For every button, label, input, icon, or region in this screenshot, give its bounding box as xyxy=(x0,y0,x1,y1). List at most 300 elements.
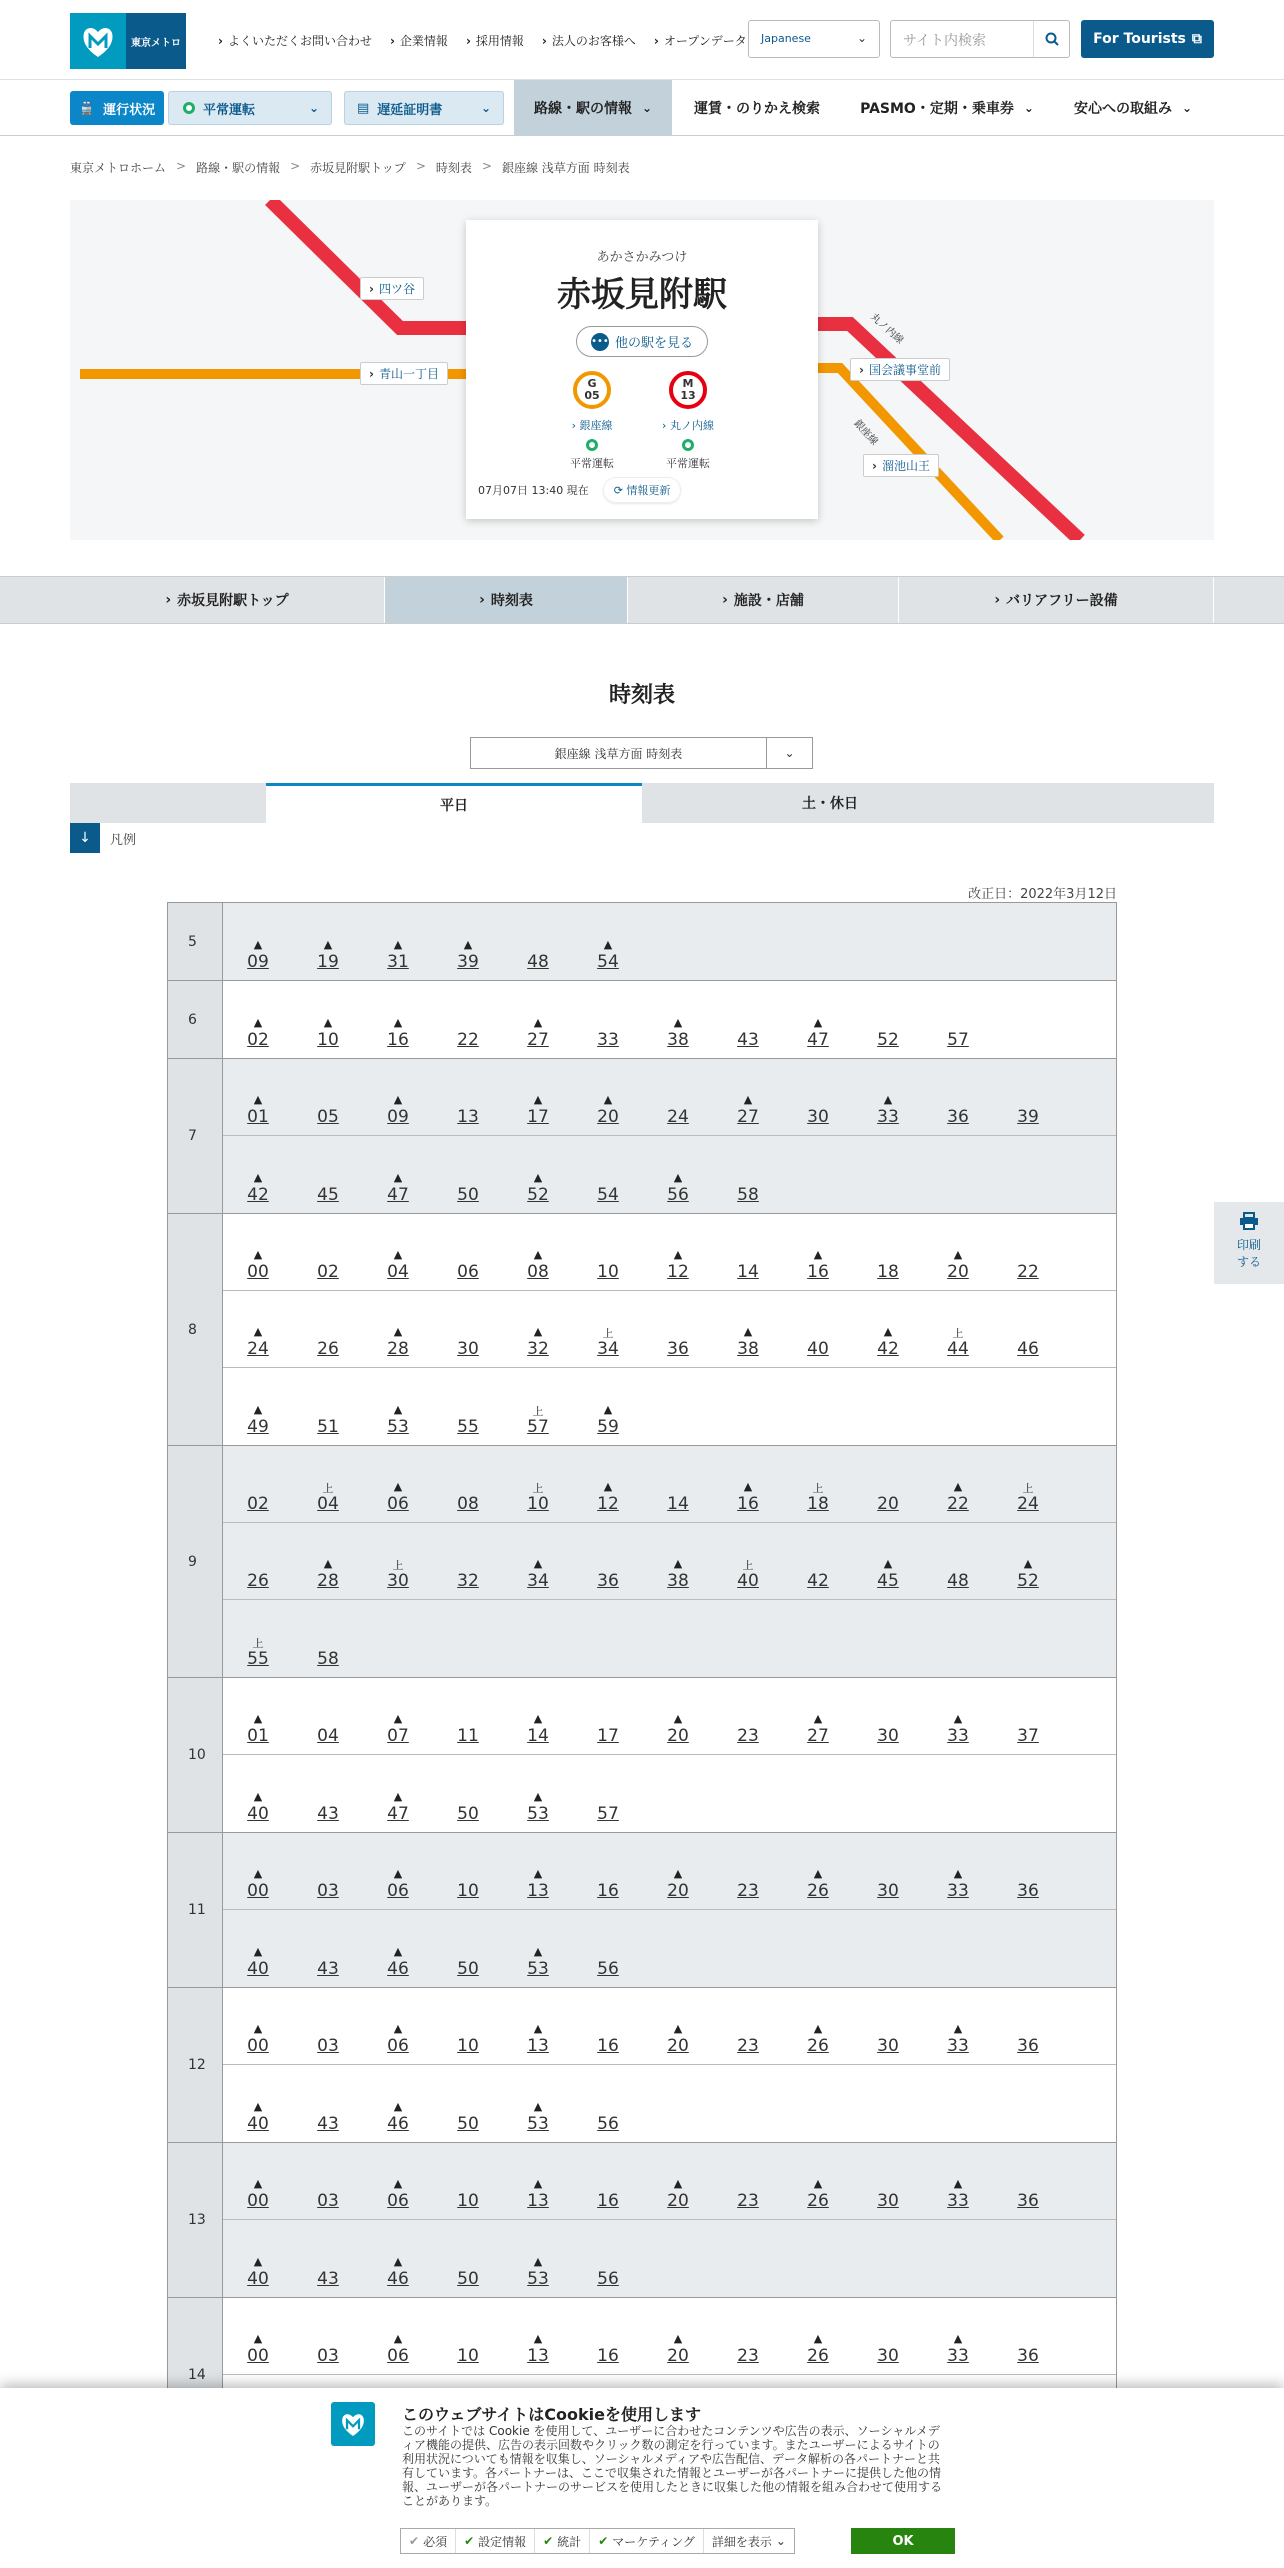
delay-certificate-dropdown[interactable] xyxy=(344,91,504,125)
departure-time[interactable] xyxy=(658,1248,698,1282)
cookie-option-marketing[interactable] xyxy=(590,2529,704,2553)
checkbox-checked-icon: ✔ xyxy=(409,2534,420,2548)
departure-time[interactable] xyxy=(658,1093,698,1127)
neighbor-aoyama-itchome[interactable]: › 青山一丁目 xyxy=(360,362,448,385)
departure-time[interactable] xyxy=(238,2100,278,2134)
departure-time[interactable] xyxy=(728,1557,768,1591)
search-placeholder: サイト内検索 xyxy=(903,33,987,49)
departure-time[interactable] xyxy=(308,938,348,972)
departure-time[interactable] xyxy=(238,2255,278,2289)
cookie-option-necessary xyxy=(401,2529,456,2553)
departure-time[interactable] xyxy=(308,2022,348,2056)
breadcrumb-item[interactable]: 東京メトロホーム xyxy=(70,161,167,175)
departure-time[interactable] xyxy=(658,1325,698,1359)
tab-weekend-holiday[interactable]: 土・休日 xyxy=(802,796,858,812)
departure-time[interactable] xyxy=(238,1016,278,1050)
departure-time[interactable] xyxy=(238,1325,278,1359)
departure-time[interactable] xyxy=(1008,1093,1048,1127)
departure-time[interactable] xyxy=(868,1867,908,1901)
departure-time[interactable] xyxy=(238,1557,278,1591)
train-type-mark: ▲ xyxy=(393,938,403,951)
departure-time[interactable] xyxy=(238,938,278,972)
departure-time[interactable] xyxy=(728,1093,768,1127)
departure-time[interactable] xyxy=(1008,1557,1048,1591)
departure-time[interactable] xyxy=(448,1480,488,1514)
departure-time[interactable] xyxy=(588,1790,628,1824)
timetable-title: 時刻表 xyxy=(608,683,675,708)
departure-minute: 17 xyxy=(527,1107,549,1127)
departure-time[interactable] xyxy=(588,1867,628,1901)
departure-time[interactable] xyxy=(868,1712,908,1746)
status-ok-icon xyxy=(183,102,195,114)
departure-time[interactable] xyxy=(378,2332,418,2366)
departure-time[interactable] xyxy=(238,1093,278,1127)
departure-time[interactable] xyxy=(238,1171,278,1205)
departure-time[interactable] xyxy=(378,2177,418,2211)
departure-time[interactable] xyxy=(588,1945,628,1979)
legend-toggle[interactable] xyxy=(70,823,136,853)
departure-minute: 36 xyxy=(1017,2191,1039,2211)
departure-time[interactable] xyxy=(238,2022,278,2056)
train-type-mark xyxy=(308,1171,348,1185)
departure-time[interactable] xyxy=(308,1016,348,1050)
departure-time[interactable] xyxy=(518,1480,558,1514)
departure-time[interactable] xyxy=(308,1093,348,1127)
departure-time[interactable] xyxy=(588,2255,628,2289)
departure-minute: 26 xyxy=(807,2346,829,2366)
for-tourists-button[interactable] xyxy=(1081,20,1214,58)
minutes-cell xyxy=(223,1833,1116,1987)
departure-time[interactable] xyxy=(728,1016,768,1050)
tab-facilities[interactable]: › 施設・店舗 xyxy=(628,577,899,623)
operation-status-button[interactable] xyxy=(70,91,164,125)
cookie-ok-button[interactable]: OK xyxy=(851,2528,955,2554)
menu-fare-search[interactable] xyxy=(672,80,842,136)
departure-time[interactable] xyxy=(588,1325,628,1359)
departure-time[interactable] xyxy=(588,2177,628,2211)
departure-time[interactable] xyxy=(868,1480,908,1514)
updated-time: 07月07日 13:40 現在 xyxy=(478,484,589,497)
departure-time[interactable] xyxy=(1008,2332,1048,2366)
other-stations-button[interactable] xyxy=(576,326,708,357)
chevron-down-icon: ⌄ xyxy=(856,31,867,45)
departure-time[interactable] xyxy=(448,1171,488,1205)
minutes-row xyxy=(223,1600,1116,1677)
train-type-mark xyxy=(238,1480,278,1494)
minutes-cell xyxy=(223,1446,1116,1677)
train-type-mark: 上 xyxy=(952,1327,964,1340)
departure-time[interactable] xyxy=(308,1712,348,1746)
timetable-direction-select[interactable] xyxy=(470,737,813,769)
departure-time[interactable] xyxy=(308,2100,348,2134)
departure-time[interactable] xyxy=(658,1712,698,1746)
menu-pasmo[interactable] xyxy=(842,80,1052,136)
departure-time[interactable] xyxy=(1008,1867,1048,1901)
tab-barrier-free[interactable]: › バリアフリー設備 xyxy=(899,577,1214,623)
departure-time[interactable] xyxy=(448,2332,488,2366)
departure-time[interactable] xyxy=(1008,2177,1048,2211)
train-type-mark xyxy=(448,1945,488,1959)
departure-time[interactable] xyxy=(448,1945,488,1979)
neighbor-tameike-sanno[interactable]: › 溜池山王 xyxy=(863,454,939,477)
departure-time[interactable] xyxy=(238,1790,278,1824)
departure-time[interactable] xyxy=(308,1248,348,1282)
link-faq[interactable]: › よくいただくお問い合わせ xyxy=(218,32,372,49)
departure-time[interactable] xyxy=(868,1557,908,1591)
departure-time[interactable] xyxy=(238,1867,278,1901)
departure-time[interactable] xyxy=(658,2022,698,2056)
line-name-link[interactable]: › 丸ノ内線 xyxy=(662,419,714,432)
link-opendata[interactable]: › オープンデータ xyxy=(654,32,747,49)
train-type-mark: ▲ xyxy=(533,2100,543,2113)
departure-time[interactable] xyxy=(518,2332,558,2366)
train-type-mark xyxy=(868,1480,908,1494)
departure-time[interactable] xyxy=(658,1557,698,1591)
train-type-mark xyxy=(448,2332,488,2346)
departure-time[interactable] xyxy=(658,1480,698,1514)
departure-minute: 43 xyxy=(737,1030,759,1050)
departure-time[interactable] xyxy=(518,1248,558,1282)
departure-time[interactable] xyxy=(938,2332,978,2366)
departure-time[interactable] xyxy=(518,938,558,972)
minutes-cell xyxy=(223,1059,1116,1213)
departure-time[interactable] xyxy=(728,2022,768,2056)
print-label: 印刷する xyxy=(1236,1238,1261,1269)
departure-minute: 00 xyxy=(247,2191,269,2211)
departure-minute: 19 xyxy=(317,952,339,972)
departure-time[interactable] xyxy=(658,2332,698,2366)
train-type-mark xyxy=(868,2177,908,2191)
menu-safety[interactable] xyxy=(1052,80,1214,136)
departure-minute: 06 xyxy=(387,1881,409,1901)
breadcrumb-item[interactable]: 時刻表 xyxy=(435,161,472,175)
departure-time[interactable] xyxy=(378,1945,418,1979)
departure-time[interactable] xyxy=(448,1790,488,1824)
tab-weekday[interactable]: 平日 xyxy=(266,783,642,823)
departure-time[interactable] xyxy=(728,1171,768,1205)
departure-time[interactable] xyxy=(378,2022,418,2056)
departure-time[interactable] xyxy=(238,1248,278,1282)
departure-time[interactable] xyxy=(658,1171,698,1205)
departure-minute: 23 xyxy=(737,1726,759,1746)
hour-row xyxy=(168,1059,1116,1214)
departure-time[interactable] xyxy=(518,1557,558,1591)
train-type-mark xyxy=(588,1712,628,1726)
departure-time[interactable] xyxy=(378,1325,418,1359)
train-type-mark xyxy=(448,2022,488,2036)
departure-time[interactable] xyxy=(588,1093,628,1127)
neighbor-yotsuya[interactable]: › 四ツ谷 xyxy=(360,277,424,300)
departure-time[interactable] xyxy=(308,1945,348,1979)
train-type-mark xyxy=(588,1867,628,1881)
departure-time[interactable] xyxy=(378,1557,418,1591)
departure-minute: 04 xyxy=(387,1262,409,1282)
departure-time[interactable] xyxy=(938,1557,978,1591)
operation-status-dropdown[interactable] xyxy=(168,91,332,125)
departure-time[interactable] xyxy=(518,1790,558,1824)
train-type-mark xyxy=(868,2022,908,2036)
departure-time[interactable] xyxy=(798,2022,838,2056)
departure-time[interactable] xyxy=(938,1480,978,1514)
train-type-mark xyxy=(308,1093,348,1107)
departure-time[interactable] xyxy=(448,1712,488,1746)
departure-time[interactable] xyxy=(588,1480,628,1514)
train-type-mark: ▲ xyxy=(533,1016,543,1029)
departure-time[interactable] xyxy=(308,1557,348,1591)
departure-minute: 10 xyxy=(317,1030,339,1050)
departure-time[interactable] xyxy=(518,2177,558,2211)
departure-time[interactable] xyxy=(448,1325,488,1359)
departure-minute: 56 xyxy=(597,1959,619,1979)
departure-time[interactable] xyxy=(448,1867,488,1901)
departure-time[interactable] xyxy=(308,2177,348,2211)
departure-time[interactable] xyxy=(588,1403,628,1437)
departure-minute: 30 xyxy=(877,2036,899,2056)
train-type-mark xyxy=(1008,2332,1048,2346)
departure-time[interactable] xyxy=(938,1248,978,1282)
departure-time[interactable] xyxy=(938,2177,978,2211)
departure-time[interactable] xyxy=(238,1480,278,1514)
departure-time[interactable] xyxy=(798,2177,838,2211)
departure-time[interactable] xyxy=(378,1248,418,1282)
train-type-mark xyxy=(658,1480,698,1494)
print-button[interactable] xyxy=(1214,1202,1284,1284)
departure-time[interactable] xyxy=(658,2177,698,2211)
departure-minute: 28 xyxy=(317,1571,339,1591)
departure-time[interactable] xyxy=(448,938,488,972)
departure-time[interactable] xyxy=(378,1790,418,1824)
departure-time[interactable] xyxy=(308,2255,348,2289)
external-link-icon: ⧉ xyxy=(1191,31,1202,47)
train-type-mark xyxy=(308,2022,348,2036)
departure-time[interactable] xyxy=(728,1325,768,1359)
departure-time[interactable] xyxy=(798,1867,838,1901)
departure-time[interactable] xyxy=(728,1867,768,1901)
departure-time[interactable] xyxy=(798,1480,838,1514)
departure-time[interactable] xyxy=(588,938,628,972)
train-type-mark: 上 xyxy=(322,1482,334,1495)
departure-time[interactable] xyxy=(238,1403,278,1437)
departure-time[interactable] xyxy=(308,1171,348,1205)
departure-time[interactable] xyxy=(518,1403,558,1437)
departure-time[interactable] xyxy=(938,1093,978,1127)
departure-time[interactable] xyxy=(798,1093,838,1127)
departure-time[interactable] xyxy=(1008,1248,1048,1282)
cookie-option-statistics[interactable] xyxy=(535,2529,590,2553)
departure-time[interactable] xyxy=(798,1016,838,1050)
train-type-mark xyxy=(308,2100,348,2114)
departure-time[interactable] xyxy=(448,1093,488,1127)
refresh-button[interactable] xyxy=(603,477,682,503)
departure-time[interactable] xyxy=(868,1248,908,1282)
departure-time[interactable] xyxy=(588,1171,628,1205)
departure-minute: 06 xyxy=(387,2346,409,2366)
departure-time[interactable] xyxy=(308,1790,348,1824)
departure-minute: 06 xyxy=(387,2036,409,2056)
cookie-details-toggle[interactable] xyxy=(704,2529,794,2553)
departure-time[interactable] xyxy=(518,2255,558,2289)
departure-time[interactable] xyxy=(798,1557,838,1591)
departure-minute: 23 xyxy=(737,2036,759,2056)
departure-minute: 51 xyxy=(317,1417,339,1437)
departure-time[interactable] xyxy=(448,1403,488,1437)
tab-station-top[interactable]: › 赤坂見附駅トップ xyxy=(70,577,385,623)
departure-time[interactable] xyxy=(798,1325,838,1359)
link-company[interactable]: › 企業情報 xyxy=(390,32,448,49)
departure-time[interactable] xyxy=(378,1093,418,1127)
departure-time[interactable] xyxy=(518,2100,558,2134)
departure-minute: 50 xyxy=(457,1185,479,1205)
departure-time[interactable] xyxy=(658,1867,698,1901)
departure-time[interactable] xyxy=(588,2100,628,2134)
departure-time[interactable] xyxy=(588,1248,628,1282)
departure-time[interactable] xyxy=(308,1635,348,1669)
train-type-mark xyxy=(658,1325,698,1339)
departure-time[interactable] xyxy=(798,1712,838,1746)
train-type-mark xyxy=(1008,1867,1048,1881)
minutes-cell xyxy=(223,981,1116,1058)
departure-time[interactable] xyxy=(728,2332,768,2366)
departure-time[interactable] xyxy=(238,2177,278,2211)
departure-time[interactable] xyxy=(378,1171,418,1205)
departure-time[interactable] xyxy=(448,2022,488,2056)
departure-minute: 27 xyxy=(527,1030,549,1050)
arrow-down-icon: ↓ xyxy=(70,823,100,853)
departure-time[interactable] xyxy=(378,1480,418,1514)
departure-time[interactable] xyxy=(308,1480,348,1514)
departure-time[interactable] xyxy=(448,1248,488,1282)
departure-time[interactable] xyxy=(518,1016,558,1050)
departure-time[interactable] xyxy=(1008,2022,1048,2056)
departure-time[interactable] xyxy=(588,1712,628,1746)
departure-time[interactable] xyxy=(448,1016,488,1050)
departure-time[interactable] xyxy=(378,1712,418,1746)
departure-time[interactable] xyxy=(868,2332,908,2366)
departure-time[interactable] xyxy=(308,2332,348,2366)
train-type-mark: ▲ xyxy=(533,1790,543,1803)
departure-time[interactable] xyxy=(868,1016,908,1050)
departure-time[interactable] xyxy=(518,1712,558,1746)
departure-time[interactable] xyxy=(588,2022,628,2056)
link-corporate[interactable]: › 法人のお客様へ xyxy=(542,32,636,49)
link-recruit[interactable]: › 採用情報 xyxy=(466,32,524,49)
train-type-mark: ▲ xyxy=(533,2332,543,2345)
departure-time[interactable] xyxy=(448,2100,488,2134)
departure-time[interactable] xyxy=(588,2332,628,2366)
train-type-mark xyxy=(448,1016,488,1030)
departure-time[interactable] xyxy=(868,2177,908,2211)
departure-time[interactable] xyxy=(518,1093,558,1127)
departure-time[interactable] xyxy=(518,1325,558,1359)
tokyo-metro-logo[interactable] xyxy=(70,13,186,69)
departure-time[interactable] xyxy=(938,1325,978,1359)
departure-time[interactable] xyxy=(448,2255,488,2289)
departure-time[interactable] xyxy=(658,1016,698,1050)
departure-time[interactable] xyxy=(378,1403,418,1437)
departure-time[interactable] xyxy=(378,2100,418,2134)
departure-time[interactable] xyxy=(1008,1480,1048,1514)
departure-time[interactable] xyxy=(938,2022,978,2056)
departure-time[interactable] xyxy=(1008,1325,1048,1359)
train-type-mark: ▲ xyxy=(533,1093,543,1106)
departure-time[interactable] xyxy=(378,938,418,972)
departure-time[interactable] xyxy=(938,1712,978,1746)
search-input[interactable] xyxy=(890,20,1070,58)
departure-minute: 47 xyxy=(807,1030,829,1050)
departure-time[interactable] xyxy=(518,1867,558,1901)
departure-time[interactable] xyxy=(308,1867,348,1901)
departure-time[interactable] xyxy=(238,2332,278,2366)
departure-time[interactable] xyxy=(588,1016,628,1050)
departure-time[interactable] xyxy=(238,1635,278,1669)
departure-time[interactable] xyxy=(308,1403,348,1437)
neighbor-kokkai-gijidomae[interactable]: › 国会議事堂前 xyxy=(850,358,950,381)
departure-time[interactable] xyxy=(728,1712,768,1746)
departure-time[interactable] xyxy=(868,1093,908,1127)
train-type-mark: ▲ xyxy=(603,1093,613,1106)
departure-time[interactable] xyxy=(728,1480,768,1514)
train-type-mark: 上 xyxy=(532,1405,544,1418)
departure-time[interactable] xyxy=(1008,1712,1048,1746)
departure-time[interactable] xyxy=(308,1325,348,1359)
breadcrumb-item[interactable]: 赤坂見附駅トップ xyxy=(310,161,406,175)
departure-time[interactable] xyxy=(728,2177,768,2211)
minutes-row xyxy=(223,903,1116,980)
departure-time[interactable] xyxy=(728,1248,768,1282)
departure-time[interactable] xyxy=(378,1867,418,1901)
departure-time[interactable] xyxy=(938,1867,978,1901)
menu-lines-stations[interactable] xyxy=(514,80,672,136)
breadcrumb-item[interactable]: 路線・駅の情報 xyxy=(196,161,281,175)
departure-minute: 06 xyxy=(457,1262,479,1282)
departure-minute: 45 xyxy=(317,1185,339,1205)
departure-time[interactable] xyxy=(378,2255,418,2289)
train-type-mark: ▲ xyxy=(953,1867,963,1880)
train-type-mark xyxy=(1008,1093,1048,1107)
departure-time[interactable] xyxy=(238,1945,278,1979)
departure-minute: 31 xyxy=(387,952,409,972)
refresh-label: 情報更新 xyxy=(626,484,671,497)
departure-time[interactable] xyxy=(798,1248,838,1282)
document-icon: ▤ xyxy=(357,100,370,116)
departure-time[interactable] xyxy=(588,1557,628,1591)
departure-minute: 54 xyxy=(597,952,619,972)
departure-time[interactable] xyxy=(518,2022,558,2056)
departure-time[interactable] xyxy=(378,1016,418,1050)
departure-time[interactable] xyxy=(238,1712,278,1746)
departure-time[interactable] xyxy=(868,1325,908,1359)
line-code-letter: M xyxy=(682,377,694,390)
departure-time[interactable] xyxy=(798,2332,838,2366)
train-type-mark: 上 xyxy=(532,1482,544,1495)
departure-time[interactable] xyxy=(518,1945,558,1979)
departure-time[interactable] xyxy=(448,2177,488,2211)
train-type-mark xyxy=(728,1171,768,1185)
train-type-mark xyxy=(308,1712,348,1726)
cookie-option-preferences[interactable] xyxy=(456,2529,535,2553)
departure-minute: 32 xyxy=(527,1339,549,1359)
train-type-mark: ▲ xyxy=(743,1093,753,1106)
tab-timetable[interactable]: › 時刻表 xyxy=(385,577,628,623)
search-icon[interactable] xyxy=(1033,21,1069,57)
departure-time[interactable] xyxy=(938,1016,978,1050)
departure-time[interactable] xyxy=(448,1557,488,1591)
departure-time[interactable] xyxy=(518,1171,558,1205)
language-select[interactable] xyxy=(748,20,880,58)
line-name-link[interactable]: › 銀座線 xyxy=(571,419,613,432)
departure-minute: 18 xyxy=(877,1262,899,1282)
departure-time[interactable] xyxy=(868,2022,908,2056)
